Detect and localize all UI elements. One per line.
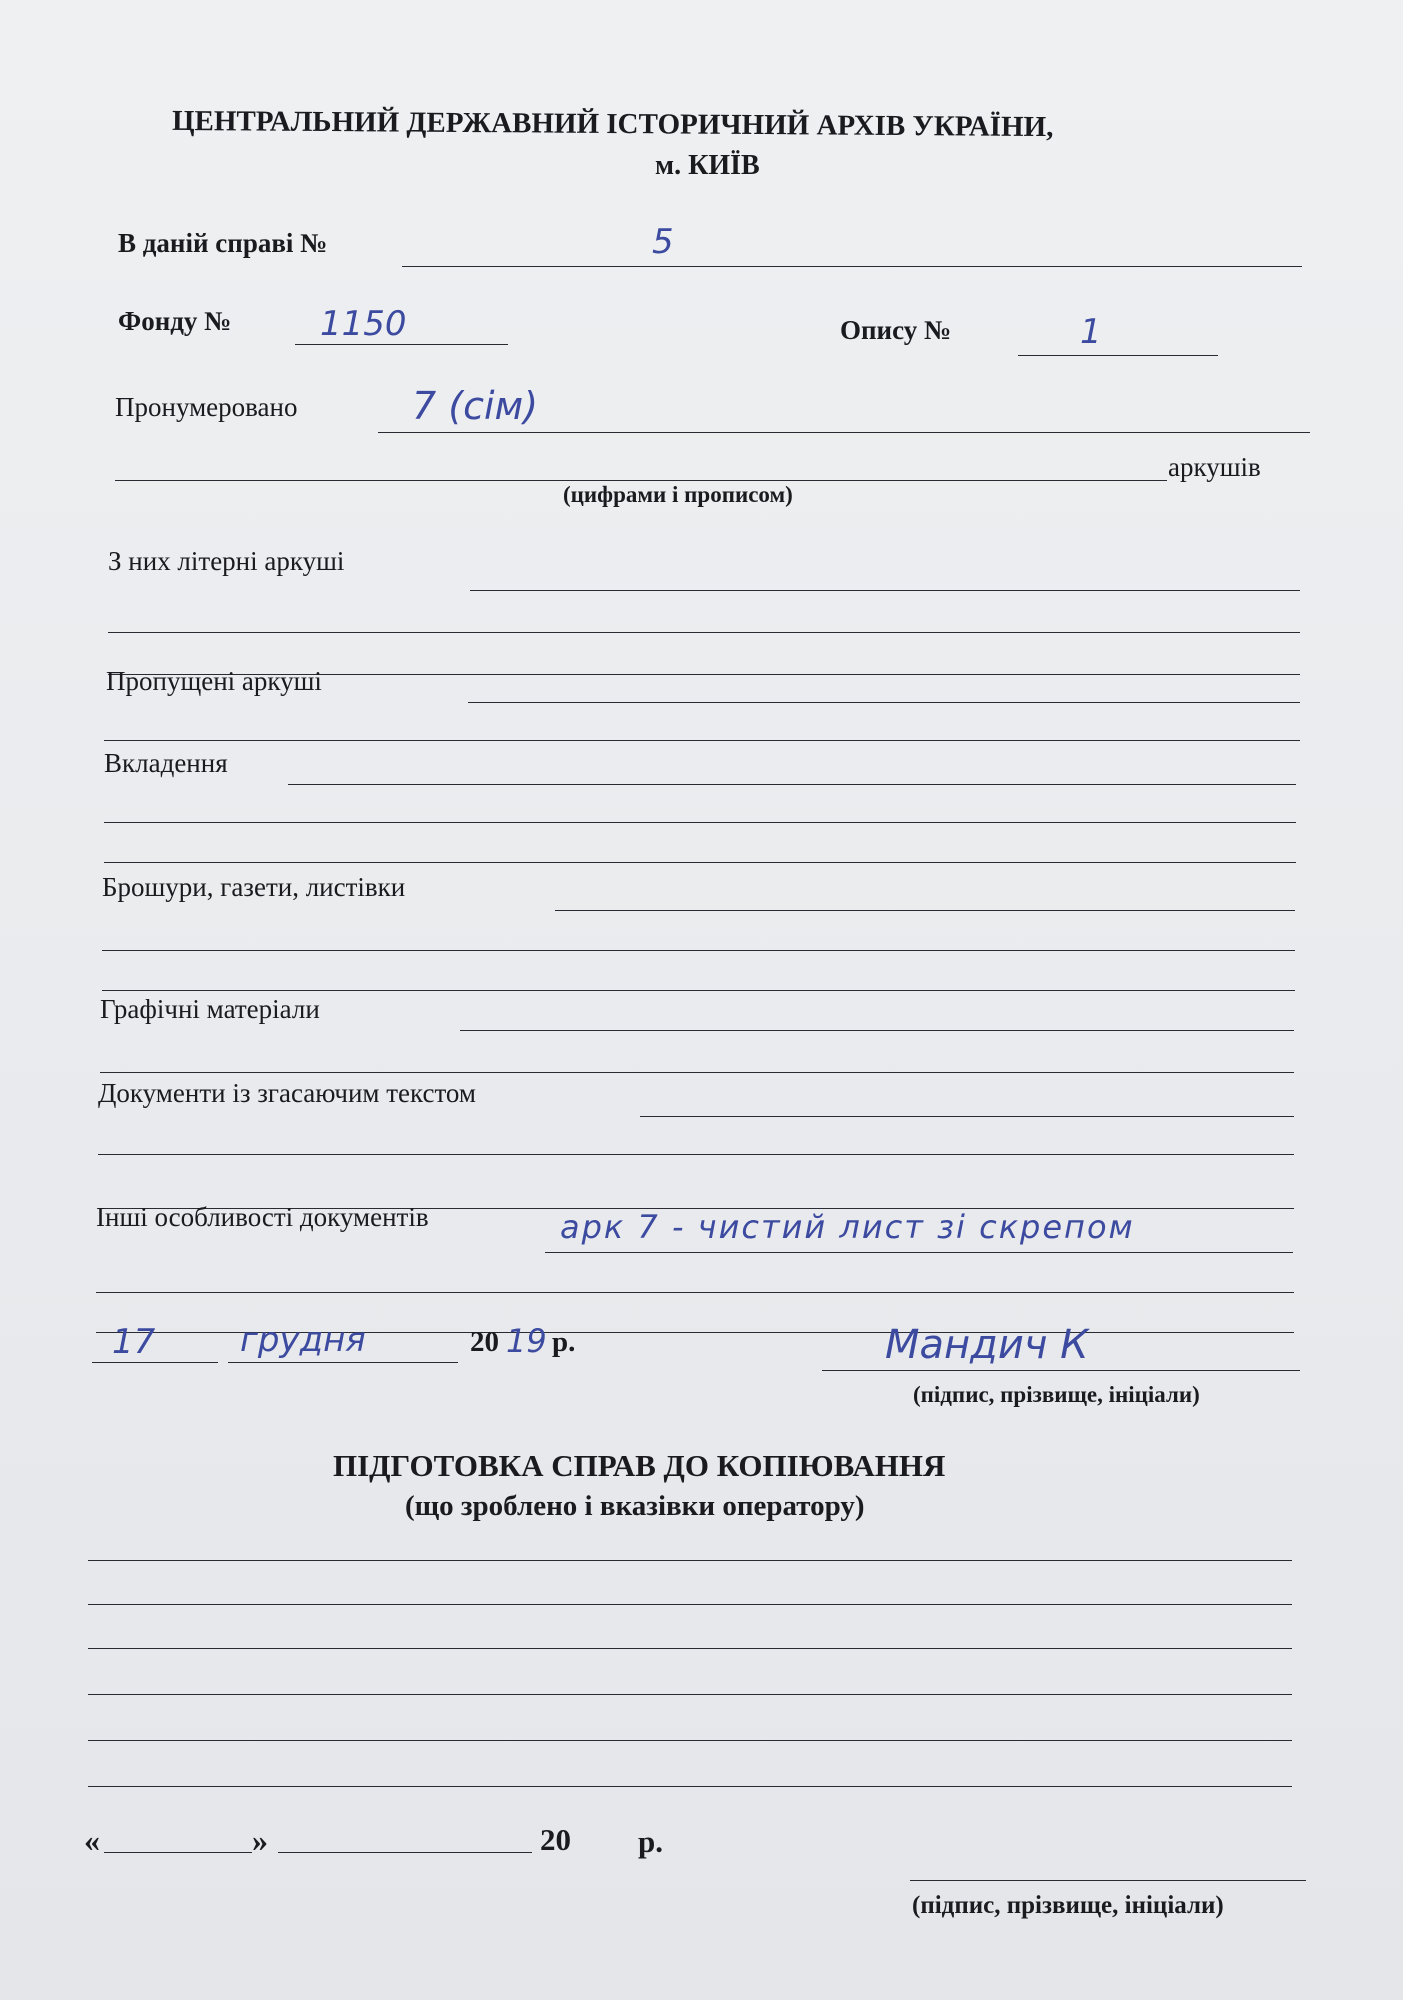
letter-sheets-underline xyxy=(470,590,1300,591)
missing-sheets-underline xyxy=(468,702,1300,703)
opys-label: Опису № xyxy=(840,315,952,345)
graphics-underline xyxy=(460,1030,1294,1031)
copy-preparation-heading: ПІДГОТОВКА СПРАВ ДО КОПІЮВАННЯ xyxy=(333,1448,946,1483)
footer-month-underline xyxy=(278,1852,532,1853)
blank-line xyxy=(88,1648,1292,1649)
footer-signature-hint: (підпис, прізвище, ініціали) xyxy=(912,1892,1224,1919)
blank-line xyxy=(104,822,1296,823)
attachments-label: Вкладення xyxy=(104,748,228,778)
date-day-underline xyxy=(92,1362,218,1363)
fading-text-label: Документи із згасаючим текстом xyxy=(98,1078,476,1108)
fond-label: Фонду № xyxy=(118,306,232,336)
blank-line xyxy=(100,1072,1294,1073)
blank-line xyxy=(88,1604,1292,1605)
footer-day-underline xyxy=(104,1852,252,1853)
date-year-label: р. xyxy=(552,1326,576,1358)
date-month-value: грудня xyxy=(240,1320,366,1360)
date-year-prefix: 20 xyxy=(470,1326,499,1358)
footer-signature-underline xyxy=(910,1880,1306,1881)
fond-underline xyxy=(295,344,508,345)
footer-close-quote: » xyxy=(252,1822,268,1858)
missing-sheets-label: Пропущені аркуші xyxy=(106,666,322,696)
footer-year-label: р. xyxy=(638,1824,663,1859)
letter-sheets-label: З них літерні аркуші xyxy=(108,546,345,576)
numbered-underline-2 xyxy=(115,480,1167,481)
copy-preparation-subheading: (що зроблено і вказівки оператору) xyxy=(405,1490,865,1522)
blank-line xyxy=(102,950,1295,951)
signature-underline xyxy=(822,1370,1300,1371)
date-year-suffix: 19 xyxy=(506,1322,547,1360)
numbered-label: Пронумеровано xyxy=(115,392,298,422)
opys-underline xyxy=(1018,355,1218,356)
blank-line xyxy=(98,1154,1294,1155)
signature-hint: (підпис, прізвище, ініціали) xyxy=(913,1382,1200,1407)
signature-value: Мандич К xyxy=(885,1322,1089,1368)
fading-text-underline xyxy=(640,1116,1294,1117)
blank-line xyxy=(104,862,1296,863)
brochures-underline xyxy=(555,910,1295,911)
date-month-underline xyxy=(228,1362,458,1363)
brochures-label: Брошури, газети, листівки xyxy=(102,872,406,902)
footer-open-quote: « xyxy=(84,1822,100,1858)
other-features-label: Інші особливості документів xyxy=(96,1202,429,1232)
date-day-value: 17 xyxy=(112,1322,156,1362)
case-number-label: В даній справі № xyxy=(118,228,328,258)
numbered-underline xyxy=(378,432,1310,433)
footer-year-prefix: 20 xyxy=(540,1822,571,1857)
sheets-suffix: аркушів xyxy=(1168,452,1261,482)
numbered-value: 7 (сім) xyxy=(412,384,539,428)
blank-line xyxy=(88,1694,1292,1695)
case-number-value: 5 xyxy=(652,222,674,262)
fond-value: 1150 xyxy=(320,304,407,344)
blank-line xyxy=(102,990,1295,991)
archive-city-heading: м. КИЇВ xyxy=(655,150,760,181)
archive-name-heading: ЦЕНТРАЛЬНИЙ ДЕРЖАВНИЙ ІСТОРИЧНИЙ АРХІВ УКРАЇНИ, xyxy=(171,104,1054,144)
case-number-underline xyxy=(402,266,1302,267)
blank-line xyxy=(108,632,1300,633)
graphics-label: Графічні матеріали xyxy=(100,994,320,1024)
other-features-value: арк 7 - чистий лист зі скрепом xyxy=(560,1208,1135,1246)
blank-line xyxy=(88,1740,1292,1741)
other-features-underline xyxy=(545,1252,1293,1253)
blank-line xyxy=(88,1560,1292,1561)
opys-value: 1 xyxy=(1080,312,1102,352)
numbered-hint: (цифрами і прописом) xyxy=(563,482,793,507)
blank-line xyxy=(96,1292,1294,1293)
attachments-underline xyxy=(288,784,1296,785)
blank-line xyxy=(104,740,1300,741)
blank-line xyxy=(88,1786,1292,1787)
